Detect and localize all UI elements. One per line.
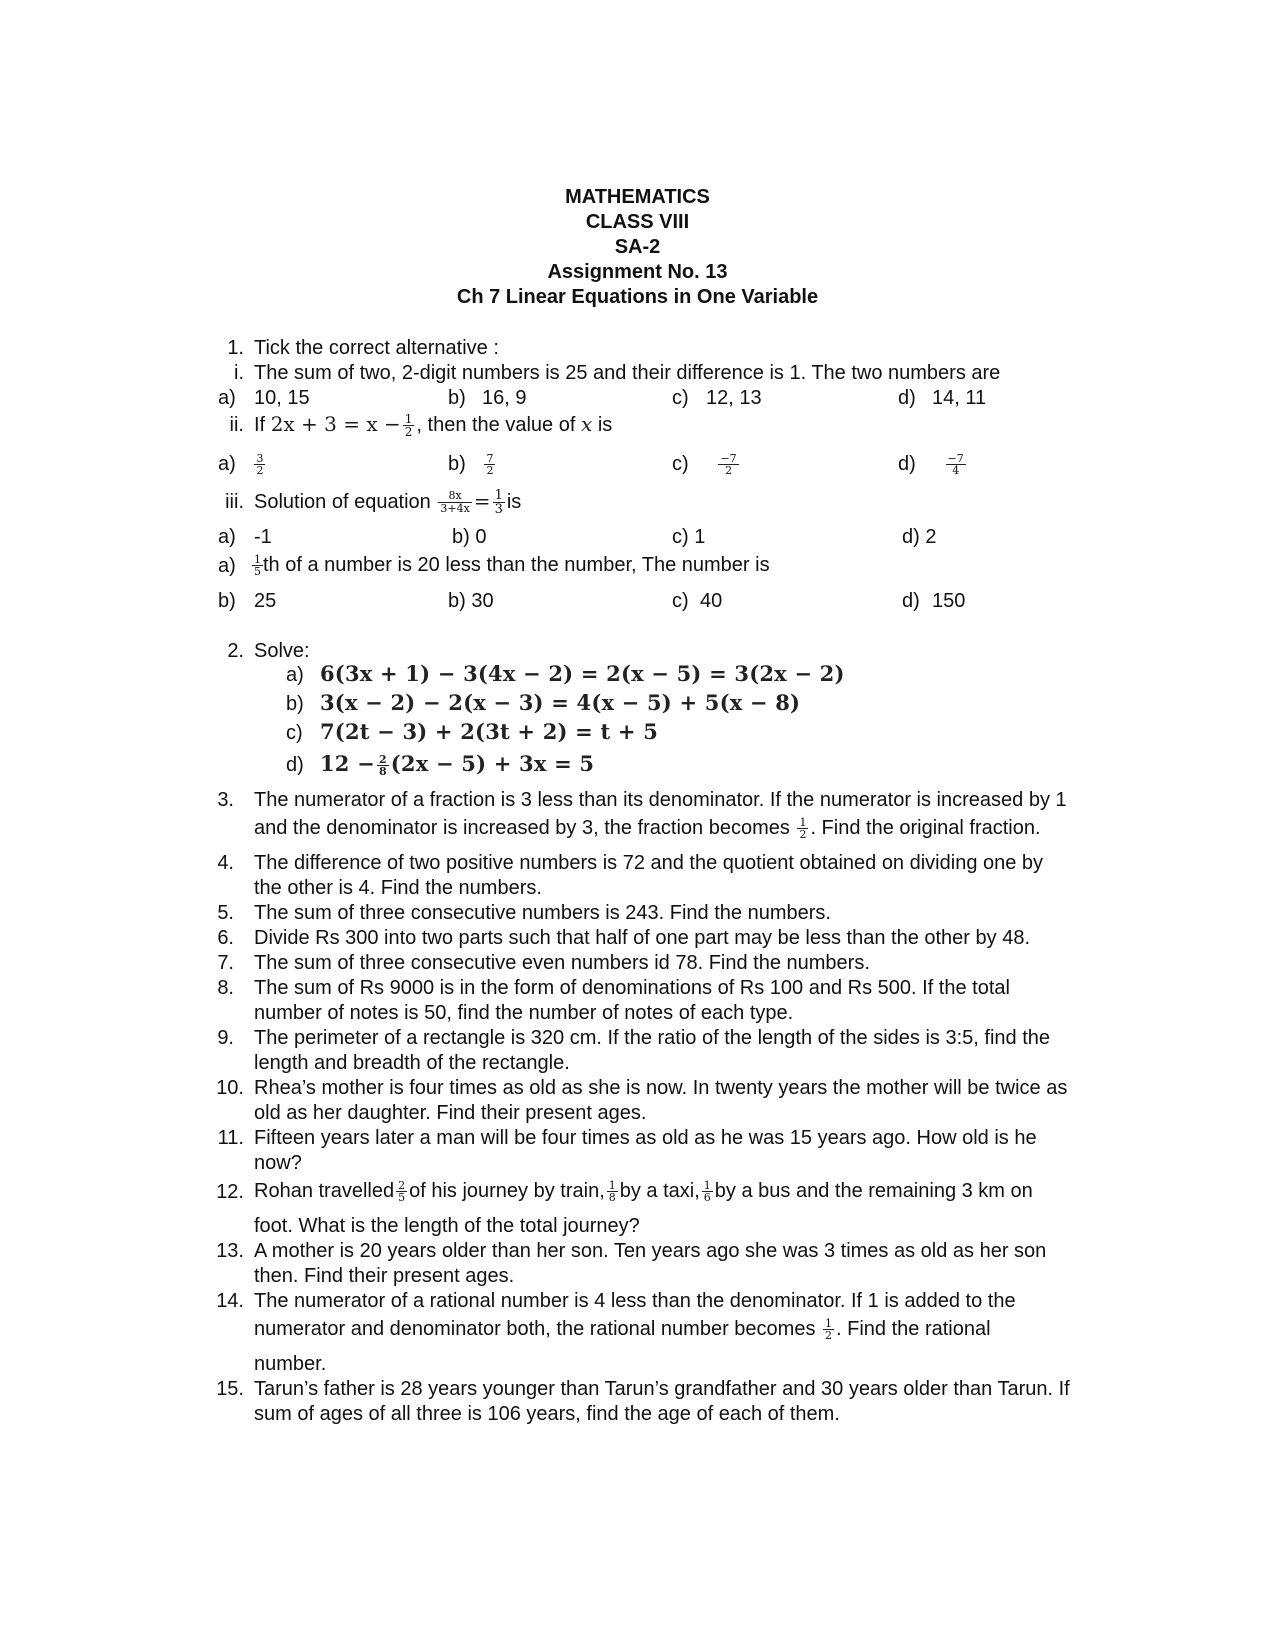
q2-b-label: b) [286,693,304,715]
subject-title: MATHEMATICS [565,186,710,208]
q9-number: 9. [217,1027,234,1049]
q12-number: 12. [216,1181,244,1203]
chapter-title: Ch 7 Linear Equations in One Variable [456,286,819,308]
q1-ii-option-d: d) $\frac{-7}{4}$ [898,452,964,478]
q13-line1: A mother is 20 years older than her son. Ten years ago she was 3 times as old as her son [254,1240,1047,1262]
q1-i-option-c: 12, 13 [706,387,762,409]
q1-iii-number: iii. [225,491,244,513]
q7-line1: The sum of three consecutive even numbers id 78. Find the numbers. [254,952,870,974]
class-title: CLASS VIII [585,211,690,233]
q1-ii-equation-fraction: $\frac{1}{2}$ [404,412,413,440]
q5-number: 5. [217,902,234,924]
q2-b-equation: 3(x − 2) − 2(x − 3) = 4(x − 5) + 5(x − 8) [320,690,801,715]
q1-iv-option-a-label: b) [218,590,236,612]
q1-i-number: i. [234,362,244,384]
q2-c-label: c) [286,722,303,744]
q2-d-equation: 12 − $\frac{2}{8}$ (2x − 5) + 3x = 5 [320,751,595,778]
q3-number: 3. [217,789,234,811]
q10-line1: Rhea’s mother is four times as old as she is now. In twenty years the mother will be twice as [254,1077,1068,1099]
q4-line2: the other is 4. Find the numbers. [254,877,542,899]
q11-line1: Fifteen years later a man will be four times as old as he was 15 years ago. How old is he [254,1127,1037,1149]
q1-iv-option-d-label: d) [902,590,920,612]
q8-line2: number of notes is 50, find the number of notes of each type. [254,1002,794,1024]
q8-number: 8. [217,977,234,999]
q12-line2: foot. What is the length of the total journey? [254,1215,640,1237]
q1-ii-equation: 2x + 3 = x − [270,412,401,436]
q2-d-label: d) [286,754,304,776]
q13-line2: then. Find their present ages. [254,1265,515,1287]
q1-ii-option-b: b) $\frac{7}{2}$ [448,452,494,478]
q1-i-option-b: 16, 9 [482,387,527,409]
q1-ii-option-c: c) $\frac{-7}{2}$ [672,452,737,478]
q2-text: Solve: [254,640,310,662]
q1-iii-option-a: -1 [254,526,272,548]
q1-i-option-c-label: c) [672,387,689,409]
q10-number: 10. [216,1077,244,1099]
q11-line2: now? [254,1152,302,1174]
q12-line1: Rohan travelled $\frac{2}{5}$ of his journey by train, $\frac{1}{8}$ by a taxi, $\frac{1}{6}$ by a bus and the remaining 3 km on [254,1179,1033,1205]
q15-line2: sum of ages of all three is 106 years, find the age of each of them. [254,1403,840,1425]
q9-line1: The perimeter of a rectangle is 320 cm. If the ratio of the length of the sides is 3:5, find the [254,1027,1050,1049]
q1-iii-option-b: b) 0 [452,526,487,548]
q4-line1: The difference of two positive numbers is 72 and the quotient obtained on dividing one by [254,852,1044,874]
q1-text: Tick the correct alternative : [254,337,499,359]
q7-number: 7. [217,952,234,974]
q4-number: 4. [217,852,234,874]
q6-number: 6. [217,927,234,949]
q2-a-equation: 6(3x + 1) − 3(4x − 2) = 2(x − 5) = 3(2x − 2) [320,661,845,686]
q1-iv-option-c-label: c) [672,590,689,612]
q1-i-text: The sum of two, 2-digit numbers is 25 and their difference is 1. The two numbers are [254,362,1001,384]
q1-iv-option-a: 25 [254,590,277,612]
q15-line1: Tarun’s father is 28 years younger than Tarun’s grandfather and 30 years older than Tarun. If [254,1378,1070,1400]
q1-i-option-d-label: d) [898,387,916,409]
q11-number: 11. [217,1127,244,1149]
q8-line1: The sum of Rs 9000 is in the form of denominations of Rs 100 and Rs 500. If the total [254,977,1010,999]
q1-ii-pre: If [254,414,266,436]
q1-i-option-b-label: b) [448,387,466,409]
q1-iv-option-b: b) 30 [448,590,494,612]
q1-i-option-a: 10, 15 [254,387,310,409]
q1-iv-text: $\frac{1}{5}$ th of a number is 20 less than the number, The number is [254,553,770,579]
q1-iii-option-d: d) 2 [902,526,937,548]
q1-number: 1. [227,337,244,359]
q1-ii-text: If 2x + 3 = x − $\frac{1}{2}$ , then the value of x is [254,412,613,440]
q9-line2: length and breadth of the rectangle. [254,1052,570,1074]
q1-ii-number: ii. [229,414,244,436]
q14-number: 14. [216,1290,244,1312]
q1-iii-option-c: c) 1 [672,526,706,548]
q1-iii-fraction-left: $\frac{8x}{3+4x}$ [440,489,470,516]
q1-iii-option-a-label: a) [218,526,236,548]
q1-ii-option-a: a) $\frac{3}{2}$ [218,452,264,478]
q2-number: 2. [227,640,244,662]
q1-iii-text: Solution of equation $\frac{8x}{3+4x}$ = $\frac{1}{3}$ is [254,488,522,518]
q1-i-option-d: 14, 11 [932,387,987,409]
q14-line1: The numerator of a rational number is 4 less than the denominator. If 1 is added to the [254,1290,1016,1312]
q1-iv-option-c: 40 [700,590,723,612]
q10-line2: old as her daughter. Find their present ages. [254,1102,647,1124]
q1-iv-number: a) [218,555,236,577]
q1-i-option-a-label: a) [218,387,236,409]
q14-line2: numerator and denominator both, the rational number becomes $\frac{1}{2}$ . Find the rational [254,1317,991,1343]
assignment-title: Assignment No. 13 [547,261,728,283]
q14-line3: number. [254,1353,327,1375]
q15-number: 15. [216,1378,244,1400]
q1-iv-option-d: 150 [932,590,966,612]
q2-c-equation: 7(2t − 3) + 2(3t + 2) = t + 5 [320,719,659,744]
q6-line1: Divide Rs 300 into two parts such that half of one part may be less than the other by 48. [254,927,1030,949]
q1-iii-fraction-right: $\frac{1}{3}$ [494,488,503,518]
q3-line1: The numerator of a fraction is 3 less than its denominator. If the numerator is increased by 1 [254,789,1067,811]
q5-line1: The sum of three consecutive numbers is 243. Find the numbers. [254,902,831,924]
q13-number: 13. [216,1240,244,1262]
q2-a-label: a) [286,664,304,686]
q3-line2: and the denominator is increased by 3, the fraction becomes $\frac{1}{2}$ . Find the original fraction. [254,816,1041,842]
term-title: SA-2 [614,236,661,258]
